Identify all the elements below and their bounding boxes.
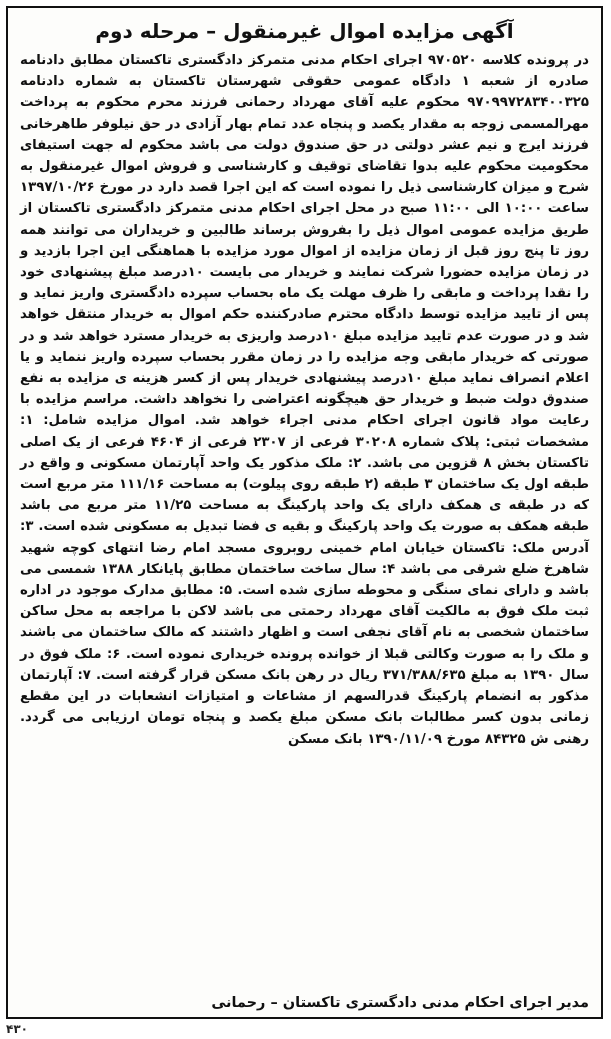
notice-body: در پرونده کلاسه ۹۷۰۵۲۰ اجرای احکام مدنی متمرکز دادگستری تاکستان مطابق دادنامه صادره از شعبه ۱ دادگاه عمومی حقوقی شهرستان تاکستان به شماره دادنامه ۹۷۰۹۹۷۲۸۳۴۰۰۳۲۵ محکوم علیه آقای مهرداد رحمانی فرزند محرم محکوم به پرداخت مهرالمسمی زوجه به مقدار یکصد و پنجاه عدد تمام بهار آزادی در حق نیلوفر طاهرخانی فرزند ایرج و نیم عشر دولتی در حق صندوق دولت می باشد محکوم له جهت استیفای محکومیت محکوم علیه بدوا تقاضای توقیف و کارشناسی و فروش اموال غیرمنقول به شرح و میزان کارشناسی ذیل را نموده است که این اجرا قصد دارد در مورخ ۱۳۹۷/۱۰/۲۶ ساعت ۱۰:۰۰ الی ۱۱:۰۰ صبح در محل اجرای احکام مدنی متمرکز دادگستری تاکستان از طریق مزایده عمومی اموال ذیل را بفروش برساند طالبین و خریداران می توانند همه روز تا پنج روز قبل از زمان مزایده از اموال مورد مزایده با هماهنگی این اجرا بازدید و در زمان مزایده حضورا شرکت نمایند و خریدار می بایست ۱۰درصد مبلغ پیشنهادی خود را نقدا پرداخت و مابقی را ظرف مهلت یک ماه بحساب سپرده دادگستری واریز نماید و پس از تایید مزایده توسط دادگاه محترم صادرکننده حکم اموال به خریدار منتقل خواهد شد و در صورت عدم تایید مزایده مبلغ ۱۰درصد واریزی به خریدار مسترد خواهد شد و در صورتی که خریدار مابقی وجه مزایده را در زمان مقرر بحساب سپرده واریز ننماید و یا اعلام انصراف نماید مبلغ ۱۰درصد پیشنهادی خریدار پس از کسر هزینه ی مزایده به نفع صندوق دولت ضبط و خریدار حق هیچگونه اعتراضی را نخواهد داشت. مراسم مزایده با رعایت مواد قانون اجرای احکام مدنی اجراء خواهد شد. اموال مزایده شامل: ۱: مشخصات ثبتی: پلاک شماره ۳۰۲۰۸ فرعی از ۲۳۰۷ فرعی از ۴۶۰۴ فرعی از یک اصلی تاکستان بخش ۸ قزوین می باشد. ۲: ملک مذکور یک واحد آپارتمان مسکونی و واقع در طبقه اول یک ساختمان ۳ طبقه (۲ طبقه روی پیلوت) به مساحت ۱۱۱/۱۶ متر مربع است که در طبقه ی همکف دارای یک واحد پارکینگ به مساحت ۱۱/۲۵ متر مربع می باشد طبقه همکف به صورت یک واحد پارکینگ و بقیه ی فضا تبدیل به مسکونی شده است. ۳: آدرس ملک: تاکستان خیابان امام خمینی روبروی مسجد امام رضا انتهای کوچه شهید شاهرخ ضلع شرقی می باشد ۴: سال ساخت ساختمان مطابق پایانکار ۱۳۸۸ شمسی می باشد و دارای نمای سنگی و محوطه سازی شده است. ۵: مطابق مدارک موجود در اداره ثبت ملک فوق به مالکیت آقای مهرداد رحمتی می باشد لاکن با مراجعه به محل ساکن ساختمان شخصی به نام آقای نجفی است و اظهار داشتند که مالک ساختمان می باشند و ملک را به صورت وکالتی قبلا از خوانده پرونده خریداری نموده است. ۶: ملک فوق در سال ۱۳۹۰ به مبلغ ۳۷۱/۳۸۸/۶۳۵ ریال در رهن بانک مسکن قرار گرفته است. ۷: آپارتمان مذکور به انضمام پارکینگ قدرالسهم از مشاعات و امتیازات انشعابات در این مقطع زمانی بدون کسر مطالبات بانک مسکن مبلغ یکصد و پنجاه تومان ارزیابی می گردد. رهنی ش ۸۴۳۲۵ مورخ ۱۳۹۰/۱۱/۰۹ بانک مسکن bbox=[20, 53, 590, 747]
notice-title: آگهی مزایده اموال غیرمنقول – مرحله دوم bbox=[95, 19, 514, 43]
auction-notice bbox=[6, 6, 603, 1019]
notice-signature: مدیر اجرای احکام مدنی دادگستری تاکستان – رحمانی bbox=[211, 995, 589, 1011]
page-code: ۴۳۰ bbox=[6, 1022, 28, 1036]
